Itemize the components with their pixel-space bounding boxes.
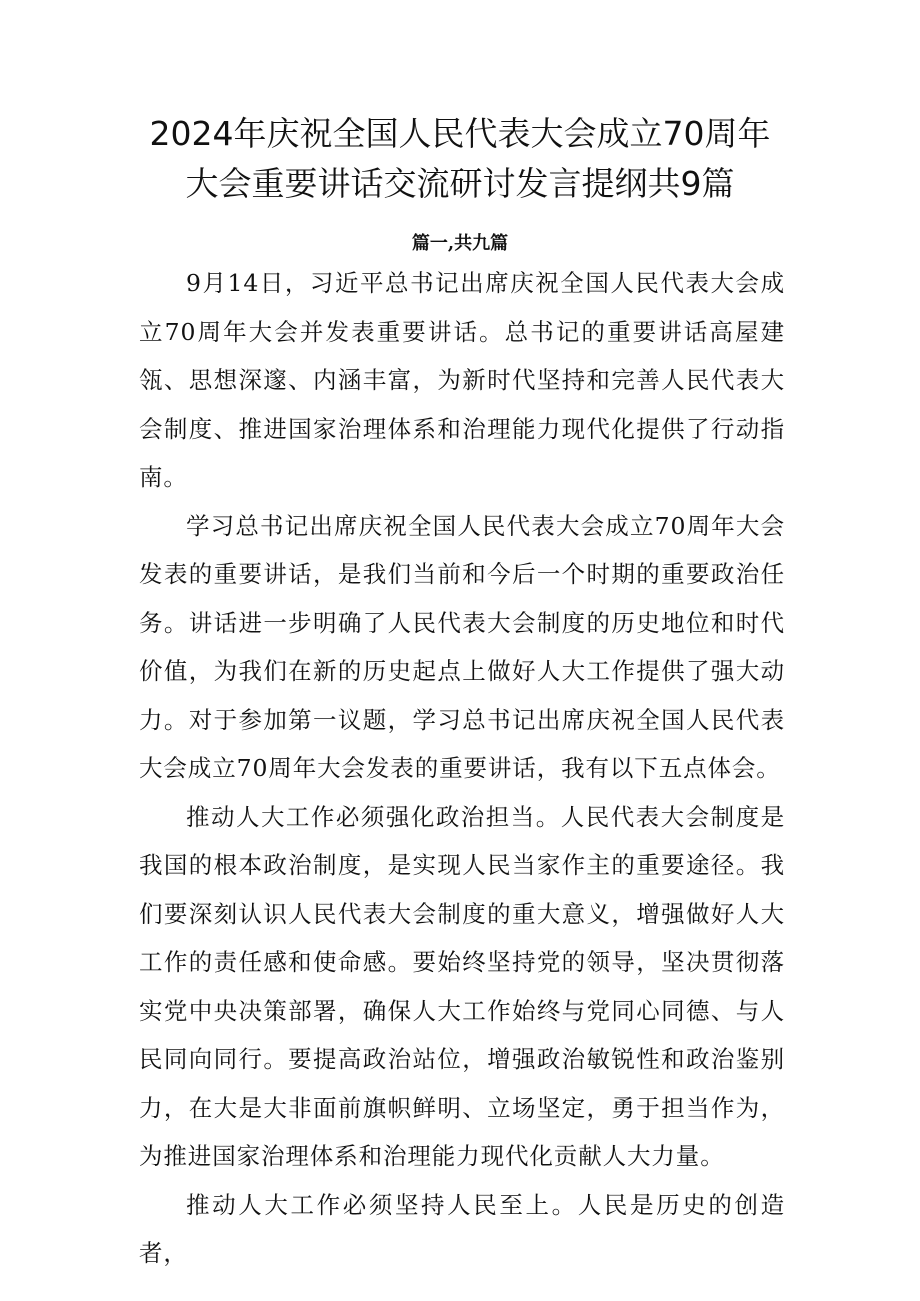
section-subtitle: 篇一,共九篇 [411,233,509,254]
title-line-2: 大会重要讲话交流研讨发言提纲共9篇 [185,164,735,203]
paragraph-4: 推动人大工作必须坚持人民至上。人民是历史的创造者， [139,1190,785,1267]
document-title [100,109,820,209]
paragraph-2: 学习总书记出席庆祝全国人民代表大会成立70周年大会发表的重要讲话，是我们当前和今后一个时期的重要政治任务。讲话进一步明确了人民代表大会制度的历史地位和时代价值，为我们在新的历史起点上做好人大工作提供了强大动力。对于参加第一议题，学习总书记出席庆祝全国人民代表大会成立70周年大会发表的重要讲话，我有以下五点体会。 [139,511,785,782]
paragraph-1: 9月14日，习近平总书记出席庆祝全国人民代表大会成立70周年大会并发表重要讲话。总书记的重要讲话高屋建瓴、思想深邃、内涵丰富，为新时代坚持和完善人民代表大会制度、推进国家治理体系和治理能力现代化提供了行动指南。 [139,269,785,491]
title-line-1: 2024年庆祝全国人民代表大会成立70周年 [149,114,771,153]
paragraph-3: 推动人大工作必须强化政治担当。人民代表大会制度是我国的根本政治制度，是实现人民当家作主的重要途径。我们要深刻认识人民代表大会制度的重大意义，增强做好人大工作的责任感和使命感。要始终坚持党的领导，坚决贯彻落实党中央决策部署，确保人大工作始终与党同心同德、与人民同向同行。要提高政治站位，增强政治敏锐性和政治鉴别力，在大是大非面前旗帜鲜明、立场坚定，勇于担当作为，为推进国家治理体系和治理能力现代化贡献人大力量。 [139,802,785,1170]
document-body [139,259,785,1278]
